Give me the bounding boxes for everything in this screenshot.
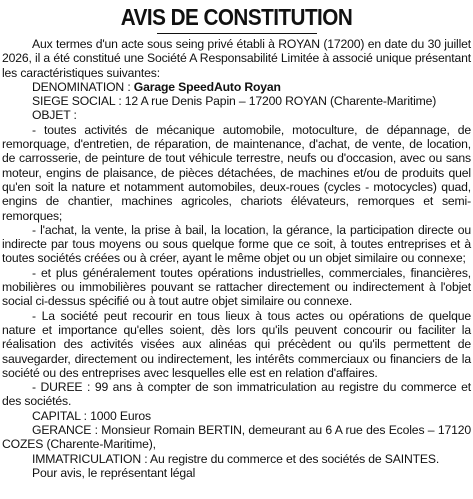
intro-paragraph: Aux termes d'un acte sous seing privé établi à ROYAN (17200) en date du 30 juillet 2026, il a été constitué une Société A Responsabilité Limitée à associé unique présentant les caractéristiques suivantes: <box>2 37 471 80</box>
title-underline <box>157 33 317 34</box>
notice-title: AVIS DE CONSTITUTION <box>120 4 353 30</box>
gerance-paragraph: GERANCE : Monsieur Romain BERTIN, demeurant au 6 A rue des Ecoles – 17120 COZES (Charente-Maritime), <box>2 423 471 452</box>
denomination-label: DENOMINATION : <box>32 79 134 94</box>
capital-line: CAPITAL : 1000 Euros <box>32 408 151 423</box>
immatriculation-line: IMMATRICULATION : Au registre du commerce et des sociétés de SAINTES. <box>32 451 440 466</box>
siege-line: SIEGE SOCIAL : 12 A rue Denis Papin – 17200 ROYAN (Charente-Maritime) <box>32 94 437 109</box>
denomination-line <box>2 80 471 94</box>
objet-item: - et plus généralement toutes opérations industrielles, commerciales, financières, mobilières ou immobilières pouvant se rattacher directement ou indirectement à l'objet social ci-dessus spécifié ou à tout autre objet similaire ou connexe. <box>2 265 471 309</box>
objet-item: - toutes activités de mécanique automobile, motoculture, de dépannage, de remorquage, d'entretien, de réparation, de maintenance, d'achat, de vente, de location, de carrosserie, de peinture de tout véhicule terrestre, neufs ou d'occasion, avec ou sans moteur, engins de plaisance, de pièces détachées, de machines et/ou de produits quel qu'en soit la nature et notamment automobiles, deux-roues (cycles - motocycles) quad, engins de chantier, machines agricoles, chariots élévateurs, remorques et semi-remorques; <box>2 122 471 223</box>
duree-paragraph: - DUREE : 99 ans à compter de son immatriculation au registre du commerce et des sociétés. <box>2 380 471 409</box>
objet-item: - La société peut recourir en tous lieux à tous actes ou opérations de quelque nature et importance qu'elles soient, dès lors qu'ils peuvent concourir ou faciliter la réalisation des activités visées aux alinéas qui précèdent ou qu'ils permettent de sauvegarder, directement ou indirectement, les intérêts commerciaux ou financiers de la société ou des entreprises avec lesquelles elle est en relation d'affaires. <box>2 308 471 380</box>
notice-body <box>2 37 471 480</box>
objet-label: OBJET : <box>32 108 77 123</box>
denomination-value: Garage SpeedAuto Royan <box>133 79 281 94</box>
signature-line: Pour avis, le représentant légal <box>32 465 196 480</box>
objet-item: - l'achat, la vente, la prise à bail, la location, la gérance, la participation directe ou indirecte par tous moyens ou sous quelque forme que ce soit, à toutes entreprises et à toutes sociétés créées ou à créer, ayant le même objet ou un objet similaire ou connexe; <box>2 222 471 266</box>
